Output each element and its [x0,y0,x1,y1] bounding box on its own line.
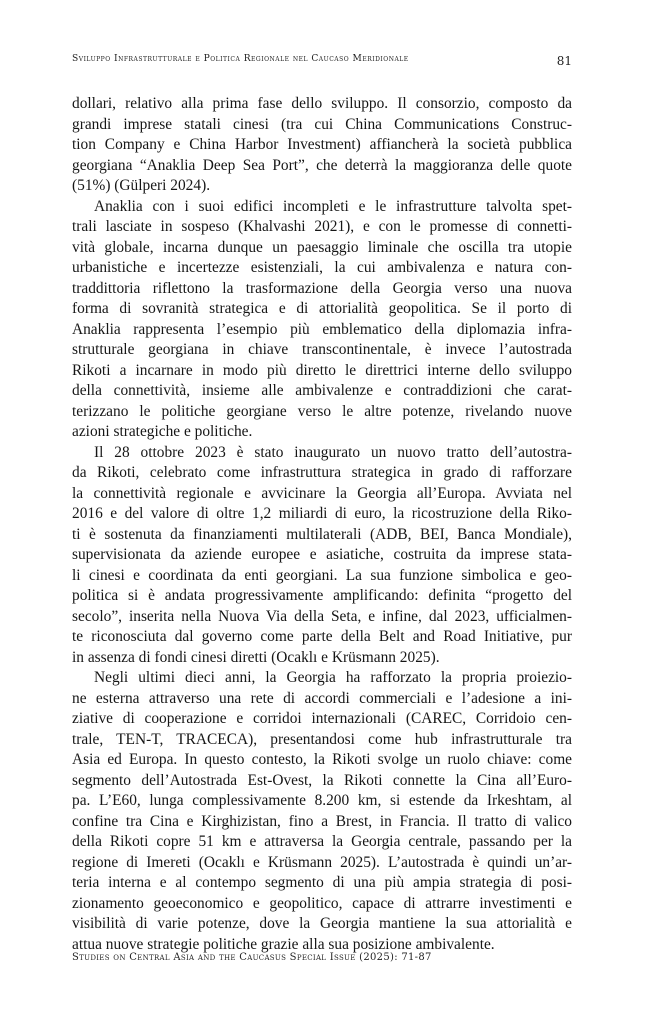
text-line: pa. L’E60, lunga complessivamente 8.200 km, si estende da Irkeshtam, al [72,792,572,809]
text-line: visibilità di varie potenze, dove la Georgia mantiene la sua attorialità e [72,915,572,932]
body-text [72,94,572,955]
text-line: dollari, relativo alla prima fase dello sviluppo. Il consorzio, composto da [72,95,572,112]
text-line: regione di Imereti (Ocaklı e Krüsmann 2025). L’autostrada è quindi un’ar- [72,853,572,871]
text-line: strutturale georgiana in chiave transcontinentale, è invece l’autostrada [72,341,572,358]
text-line: attua nuove strategie politiche grazie alla sua posizione ambivalente. [72,935,495,953]
text-line: segmento dell’Autostrada Est-Ovest, la Rikoti connette la Cina all’Euro- [72,771,572,789]
text-line: forma di sovranità strategica e di attorialità geopolitica. Se il porto di [72,300,572,317]
text-line: confine tra Cina e Kirghizistan, fino a Brest, in Francia. Il tratto di valico [72,812,572,830]
running-head [72,54,572,68]
text-line: traddittoria riflettono la trasformazione della Georgia verso una nuova [72,279,572,297]
text-line: azioni strategiche e politiche. [72,423,253,440]
journal-footer: Studies on Central Asia and the Caucasus Special Issue (2025): 71-87 [72,952,432,963]
text-line: Anaklia rappresenta l’esempio più emblematico della diplomazia infra- [72,320,572,338]
text-line: vità globale, incarna dunque un paesaggio liminale che oscilla tra utopie [72,238,572,256]
text-line: della connettività, insieme alle ambivalenze e contraddizioni che carat- [72,382,572,399]
text-line: grandi imprese statali cinesi (tra cui China Communications Construc- [72,115,572,133]
text-line: (51%) (Gülperi 2024). [72,177,211,194]
text-line: terizzano le politiche georgiane verso le altre potenze, rivelando nuove [72,402,572,420]
text-line: la connettività regionale e avvicinare la Georgia all’Europa. Avviata nel [72,484,572,502]
text-line: te riconosciuta dal governo come parte della Belt and Road Initiative, pur [72,628,572,645]
text-line: Il 28 ottobre 2023 è stato inaugurato un nuovo tratto dell’autostra- [94,443,572,461]
text-line: Asia ed Europa. In questo contesto, la Rikoti svolge un ruolo chiave: come [72,751,572,768]
text-line: georgiana “Anaklia Deep Sea Port”, che deterrà la maggioranza delle quote [72,156,572,174]
text-line: ti è sostenuta da finanziamenti multilaterali (ADB, BEI, Banca Mondiale), [72,525,572,543]
text-line: ziative di cooperazione e corridoi internazionali (CAREC, Corridoio cen- [72,710,572,727]
text-line: urbanistiche e incertezze esistenziali, la cui ambivalenza e natura con- [72,259,572,276]
text-line: li cinesi e coordinata da enti georgiani. La sua funzione simbolica e geo- [72,566,572,584]
page-number: 81 [556,54,572,68]
text-line: in assenza di fondi cinesi diretti (Ocaklı e Krüsmann 2025). [72,648,440,666]
text-line: tion Company e China Harbor Investment) affiancherà la società pubblica [72,136,572,153]
text-line: ne esterna attraverso una rete di accordi commerciali e l’adesione a ini- [72,689,572,707]
running-title: Sviluppo Infrastrutturale e Politica Regionale nel Caucaso Meridionale [72,54,409,64]
text-line: secolo”, inserita nella Nuova Via della Seta, e infine, dal 2023, ufficialmen- [72,607,572,625]
text-line: Negli ultimi dieci anni, la Georgia ha rafforzato la propria proiezio- [94,669,572,686]
text-line: Anaklia con i suoi edifici incompleti e le infrastrutture talvolta spet- [94,197,572,215]
text-line: 2016 e del valore di oltre 1,2 miliardi di euro, la ricostruzione della Riko- [72,505,572,522]
text-line: politica si è andata progressivamente amplificando: definita “progetto del [72,587,572,604]
text-line: trali lasciate in sospeso (Khalvashi 2021), e con le promesse di connetti- [72,218,572,235]
text-line: della Rikoti copre 51 km e attraversa la Georgia centrale, passando per la [72,833,572,850]
text-line: teria interna e al contempo segmento di una più ampia strategia di posi- [72,874,572,891]
text-line: zionamento geoeconomico e geopolitico, capace di attrarre investimenti e [72,894,572,912]
text-line: da Rikoti, celebrato come infrastruttura strategica in grado di rafforzare [72,464,572,481]
text-line: Rikoti a incarnare in modo più diretto le direttrici interne dello sviluppo [72,361,572,379]
text-line: trale, TEN-T, TRACECA), presentandosi come hub infrastrutturale tra [72,730,572,748]
text-line: supervisionata da aziende europee e asiatiche, costruita da imprese stata- [72,546,572,563]
